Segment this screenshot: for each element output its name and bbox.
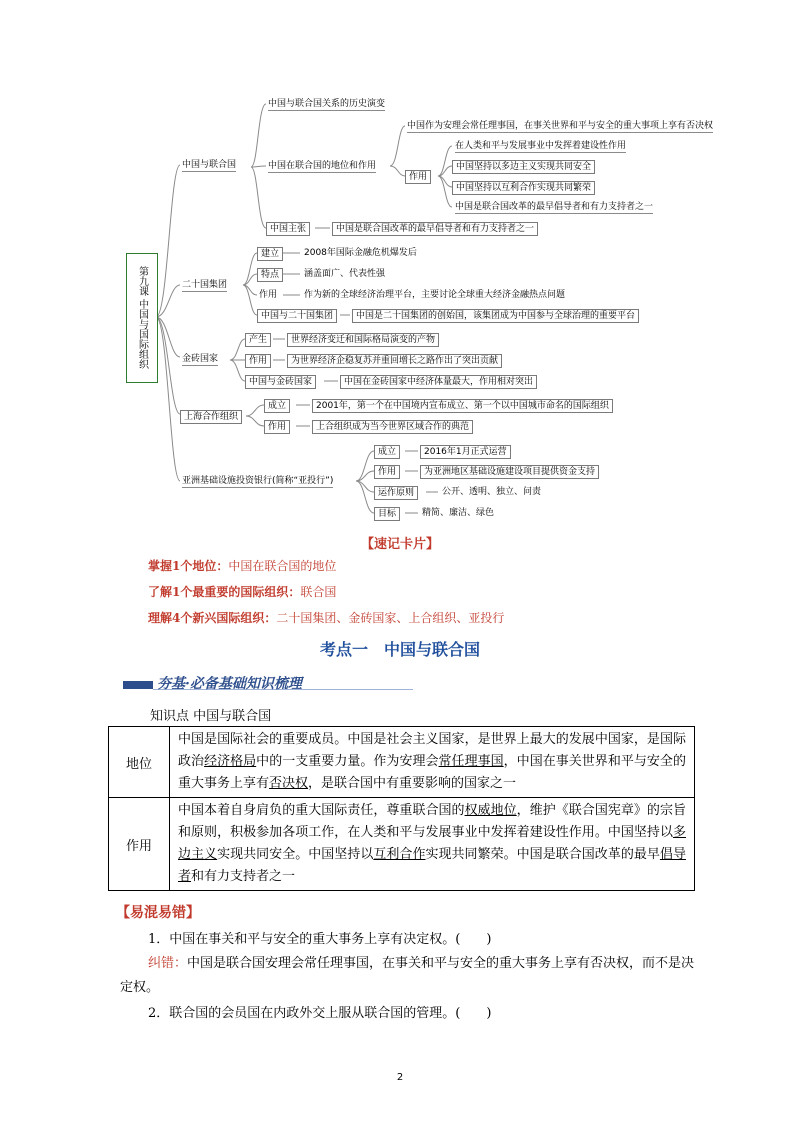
- mm-b5-k2: 作用: [374, 465, 400, 479]
- mm-b4-k1: 成立: [264, 399, 290, 413]
- row1-text-c: ，中国在事关世界和平与安全的重大事务上享有: [178, 754, 686, 791]
- mm-b5-k1: 成立: [374, 445, 400, 459]
- row-label-role: 作用: [109, 798, 170, 891]
- mm-b2-label: 二十国集团: [182, 280, 228, 290]
- mindmap-root: [126, 253, 158, 383]
- mm-b2-k4: 中国与二十国集团: [257, 309, 337, 323]
- mm-b1-role-1: 在人类和平与发展事业中发挥着建设性作用: [455, 141, 627, 151]
- mm-b1-role-4: 中国是联合国改革的最早倡导者和有力支持者之一: [455, 202, 654, 212]
- mindmap-root-label: 第九课 中国与国际组织: [136, 266, 148, 370]
- row2-underline-3: 互利合作: [373, 847, 426, 862]
- mm-b2-v3: 作为新的全球经济治理平台，主要讨论全球重大经济金融热点问题: [304, 290, 566, 300]
- mm-b1-history: 中国与联合国关系的历史演变: [268, 99, 386, 109]
- mm-b4-k2: 作用: [264, 420, 290, 434]
- row-text-status: [170, 727, 695, 798]
- pitfall-correction: [120, 952, 700, 1000]
- correction-text: 中国是联合国安理会常任理事国，在事关和平与安全的重大事务上享有否决权，而不是决定权。: [120, 956, 695, 995]
- mm-b5-v1: 2016年1月正式运营: [420, 445, 511, 459]
- banner: [123, 672, 413, 692]
- row1-underline-1: 经济格局: [204, 754, 257, 769]
- row2-underline-2: 多边主义: [178, 825, 686, 862]
- mm-b1-status: 中国在联合国的地位和作用: [268, 161, 377, 171]
- mm-b1-label: 中国与联合国: [182, 160, 237, 170]
- card-line-2-head: 了解1个最重要的国际组织：: [148, 585, 301, 599]
- mm-b1-role-2: 中国坚持以多边主义实现共同安全: [452, 160, 595, 174]
- mm-b2-v1: 2008年国际金融危机爆发后: [304, 248, 417, 258]
- mm-b4-v1: 2001年，第一个在中国境内宣布成立、第一个以中国城市命名的国际组织: [312, 399, 613, 413]
- card-line-3-body: 二十国集团、金砖国家、上合组织、亚投行: [276, 611, 505, 625]
- mm-b2-v2: 涵盖面广、代表性强: [304, 269, 386, 279]
- mm-b1-role-3: 中国坚持以互利合作实现共同繁荣: [452, 181, 595, 195]
- row2-underline-4: 倡导者: [178, 847, 686, 884]
- card-line-1-body: 中国在联合国的地位: [228, 559, 337, 573]
- pitfall-question-1: 1．中国在事关和平与安全的重大事务上享有决定权。( ): [148, 932, 492, 947]
- mm-b1-stance-label: 中国主张: [266, 222, 310, 236]
- card-line-2: [148, 583, 336, 600]
- mm-b1-stance: 中国是联合国改革的最早倡导者和有力支持者之一: [332, 222, 538, 236]
- table-row: [109, 727, 695, 798]
- card-line-3-head: 理解4个新兴国际组织：: [148, 611, 277, 625]
- row2-text-d: 实现共同繁荣。中国是联合国改革的最早: [425, 847, 660, 862]
- mm-b2-k1: 建立: [257, 247, 283, 261]
- row2-underline-1: 权威地位: [464, 803, 517, 818]
- row2-text-b: ，维护《联合国宪章》的宗旨和原则，积极参加各项工作，在人类和平与发展事业中发挥着建设性作用。中国坚持以: [178, 803, 686, 840]
- mm-b1-role-label: 作用: [405, 170, 431, 184]
- mm-b3-k1: 产生: [245, 333, 271, 347]
- mm-b3-k2: 作用: [245, 354, 271, 368]
- card-line-3: [148, 609, 504, 626]
- mm-b4-v2: 上合组织成为当今世界区域合作的典范: [312, 420, 473, 434]
- pitfall-question-2: 2．联合国的会员国在内政外交上服从联合国的管理。( ): [148, 1006, 492, 1021]
- card-line-2-body: 联合国: [300, 585, 337, 599]
- row1-text-d: ，是联合国中有重要影响的国家之一: [308, 776, 517, 791]
- row2-text-e: 和有力支持者之一: [191, 869, 296, 884]
- section-title: 考点一 中国与联合国: [319, 640, 480, 659]
- mm-b3-k3: 中国与金砖国家: [245, 375, 316, 389]
- row1-text-b: 中的一支重要力量。作为安理会: [256, 754, 439, 769]
- mm-b3-v2: 为世界经济企稳复苏并重回增长之路作出了突出贡献: [287, 354, 502, 368]
- correction-label: 纠错：: [148, 956, 188, 971]
- row1-text-a: 中国是国际社会的重要成员。中国是社会主义国家，是世界上最大的发展中国家，是国际政治: [178, 732, 686, 769]
- row-label-status: 地位: [109, 727, 170, 798]
- banner-text: 夯基·必备基础知识梳理: [157, 676, 302, 692]
- row1-underline-3: 否决权: [269, 776, 309, 791]
- mm-b2-k2: 特点: [257, 268, 283, 282]
- card-title: 【速记卡片】: [360, 537, 439, 552]
- mm-b5-k4: 目标: [374, 507, 400, 521]
- pitfall-title: 【易混易错】: [116, 905, 200, 921]
- mm-b3-v3: 中国在金砖国家中经济体量最大，作用相对突出: [340, 375, 537, 389]
- mm-b1-veto: 中国作为安理会常任理事国，在事关世界和平与安全的重大事项上享有否决权: [407, 121, 714, 131]
- page-number: 2: [396, 1072, 404, 1083]
- card-line-1: [148, 557, 336, 574]
- table-row: [109, 798, 695, 891]
- mm-b5-label: 亚洲基础设施投资银行(简称“亚投行”): [182, 476, 334, 486]
- mm-b3-label: 金砖国家: [182, 354, 219, 364]
- row2-text-c: 实现共同安全。中国坚持以: [217, 847, 374, 862]
- card-line-1-head: 掌握1个地位：: [148, 559, 229, 573]
- banner-bar: [123, 681, 153, 689]
- mm-b5-k3: 运作原则: [374, 486, 418, 500]
- mm-b5-v4: 精简、廉洁、绿色: [422, 508, 495, 518]
- mm-b4-label: 上海合作组织: [180, 410, 242, 424]
- mm-b5-v3: 公开、透明、独立、问责: [442, 487, 542, 497]
- row2-text-a: 中国本着自身肩负的重大国际责任，尊重联合国的: [178, 803, 465, 818]
- knowledge-table: [108, 726, 695, 891]
- knowledge-point-title: 知识点 中国与联合国: [150, 709, 272, 724]
- row1-underline-2: 常任理事国: [438, 754, 504, 769]
- mm-b2-k3: 作用: [259, 290, 278, 300]
- mm-b2-v4: 中国是二十国集团的创始国，该集团成为中国参与全球治理的重要平台: [352, 309, 639, 323]
- row-text-role: [170, 798, 695, 891]
- mm-b3-v1: 世界经济变迁和国际格局演变的产物: [287, 333, 439, 347]
- mm-b5-v2: 为亚洲地区基础设施建设项目提供资金支持: [420, 465, 599, 479]
